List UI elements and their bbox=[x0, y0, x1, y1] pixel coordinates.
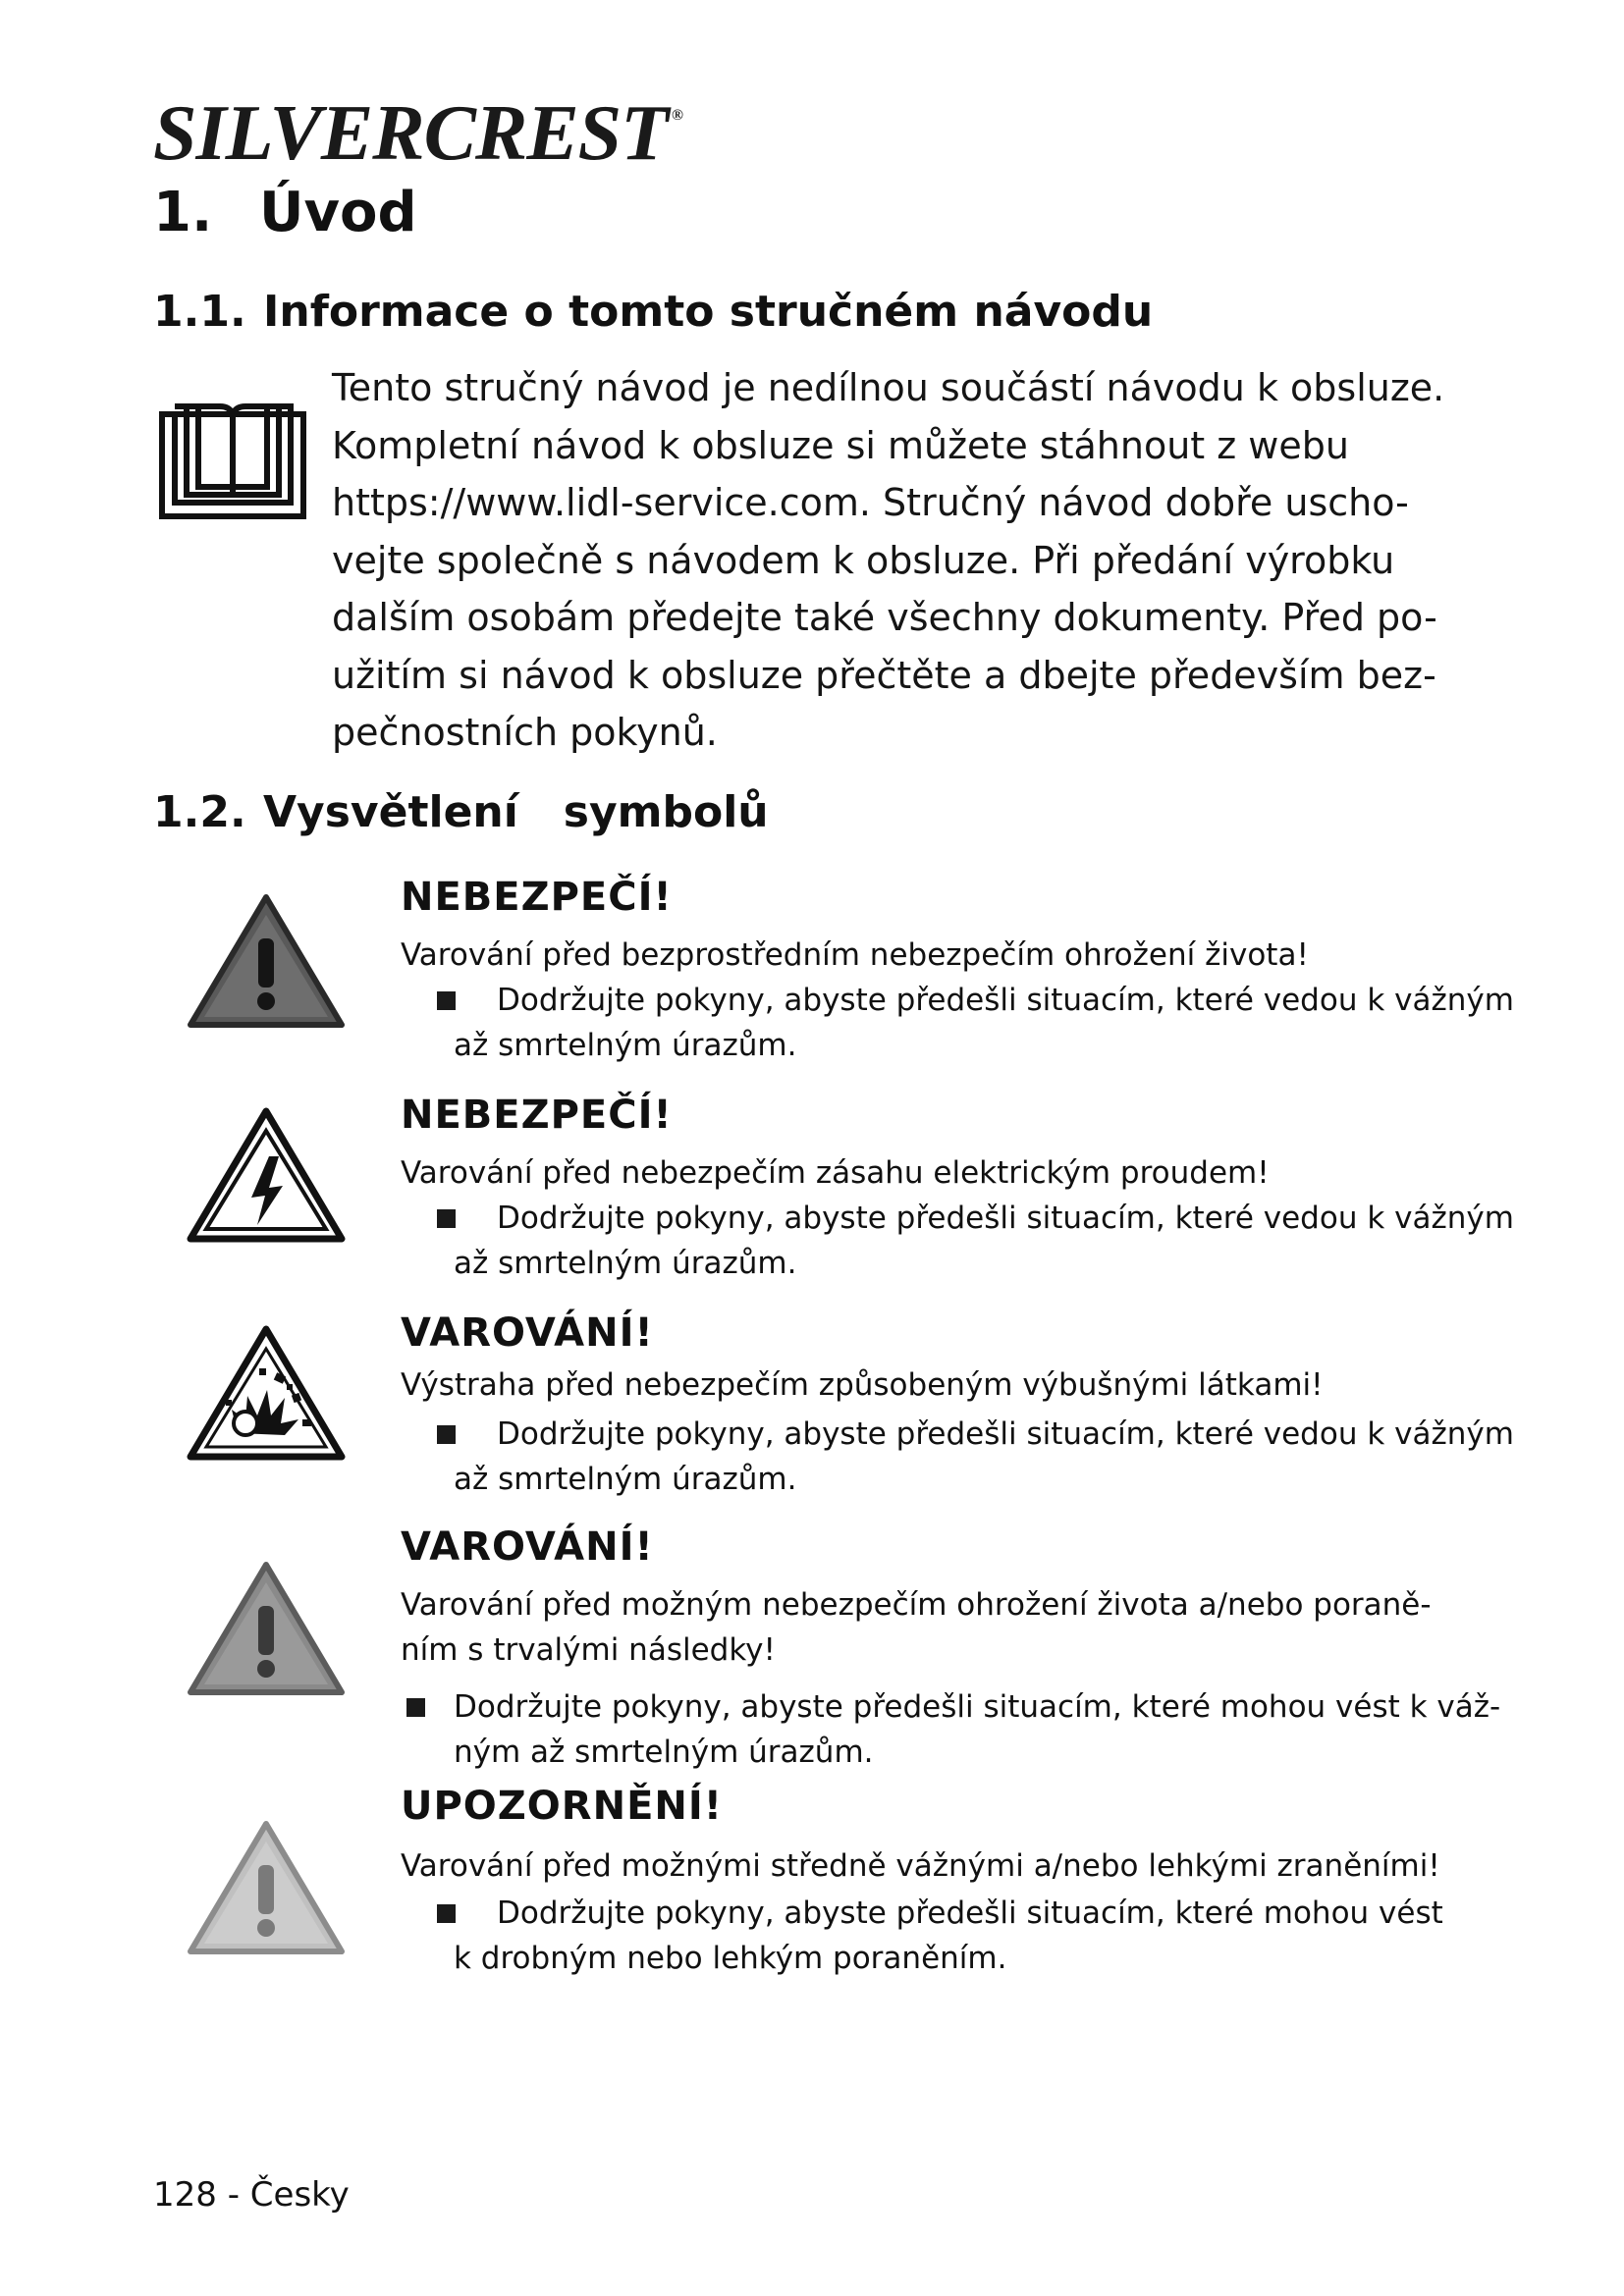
intro-line: https://www.lidl-service.com. Stručný návod dobře uscho- bbox=[332, 481, 1409, 524]
bullet-line: Dodržujte pokyny, abyste předešli situacím, které vedou k vážným bbox=[497, 983, 1514, 1018]
subsection-number: 1.1. bbox=[153, 287, 246, 337]
warning-bullet bbox=[0, 1412, 1624, 1510]
bullet-line: Dodržujte pokyny, abyste předešli situacím, které mohou vést k váž- bbox=[454, 1689, 1501, 1725]
warning-description: Výstraha před nebezpečím způsobeným výbušnými látkami! bbox=[401, 1367, 1324, 1403]
description-line: Varování před možným nebezpečím ohrožení života a/nebo poraně- bbox=[401, 1587, 1432, 1623]
section-heading-intro bbox=[153, 183, 417, 243]
subsection-heading-about-guide bbox=[153, 289, 1153, 336]
intro-line: užitím si návod k obsluze přečtěte a dbejte především bez- bbox=[332, 653, 1436, 697]
section-number: 1. bbox=[153, 181, 213, 244]
bullet-line: až smrtelným úrazům. bbox=[454, 1028, 797, 1063]
warning-bullet bbox=[0, 978, 1624, 1076]
bullet-square-icon bbox=[437, 1209, 456, 1228]
warning-bullet bbox=[0, 1196, 1624, 1294]
warning-description: Varování před bezprostředním nebezpečím ohrožení života! bbox=[401, 937, 1309, 973]
manual-book-icon bbox=[159, 397, 306, 522]
subsection-title: Vysvětlení symbolů bbox=[263, 787, 769, 837]
intro-line: Kompletní návod k obsluze si můžete stáhnout z webu bbox=[332, 423, 1349, 467]
bullet-line: Dodržujte pokyny, abyste předešli situacím, které vedou k vážným bbox=[497, 1416, 1514, 1452]
warning-title: UPOZORNĚNÍ! bbox=[401, 1784, 724, 1829]
bullet-line: až smrtelným úrazům. bbox=[454, 1462, 797, 1497]
warning-triangle-icon bbox=[187, 1561, 346, 1698]
warning-bullet bbox=[0, 1684, 1624, 1783]
intro-line: vejte společně s návodem k obsluze. Při předání výrobku bbox=[332, 538, 1395, 582]
warning-description: Varování před možnými středně vážnými a/nebo lehkými zraněními! bbox=[401, 1848, 1440, 1884]
intro-paragraph bbox=[332, 359, 1461, 762]
bullet-square-icon bbox=[437, 991, 456, 1010]
intro-line: Tento stručný návod je nedílnou součástí návodu k obsluze. bbox=[332, 366, 1445, 409]
bullet-line: k drobným nebo lehkým poraněním. bbox=[454, 1941, 1007, 1976]
warning-title: VAROVÁNÍ! bbox=[401, 1310, 654, 1356]
subsection-heading-symbols bbox=[153, 789, 769, 836]
warning-title: NEBEZPEČÍ! bbox=[401, 1093, 673, 1138]
silvercrest-logo bbox=[153, 90, 682, 177]
bullet-square-icon bbox=[437, 1904, 456, 1923]
warning-description: Varování před nebezpečím zásahu elektrickým proudem! bbox=[401, 1155, 1270, 1191]
bullet-line: ným až smrtelným úrazům. bbox=[454, 1735, 874, 1770]
bullet-line: až smrtelným úrazům. bbox=[454, 1246, 797, 1281]
bullet-line: Dodržujte pokyny, abyste předešli situacím, které mohou vést bbox=[497, 1896, 1443, 1931]
subsection-number: 1.2. bbox=[153, 787, 246, 837]
intro-line: dalším osobám předejte také všechny dokumenty. Před po- bbox=[332, 596, 1437, 639]
subsection-title: Informace o tomto stručném návodu bbox=[263, 287, 1154, 337]
section-title: Úvod bbox=[259, 181, 417, 244]
bullet-square-icon bbox=[406, 1698, 425, 1717]
intro-line: pečnostních pokynů. bbox=[332, 711, 718, 754]
bullet-line: Dodržujte pokyny, abyste předešli situacím, které vedou k vážným bbox=[497, 1201, 1514, 1236]
page-number: 128 - Česky bbox=[153, 2175, 350, 2215]
description-line: ním s trvalými následky! bbox=[401, 1632, 776, 1668]
warning-title: VAROVÁNÍ! bbox=[401, 1524, 654, 1570]
bullet-square-icon bbox=[437, 1425, 456, 1444]
registered-mark: ® bbox=[672, 107, 682, 124]
logo-text: SILVERCREST bbox=[153, 90, 669, 177]
warning-title: NEBEZPEČÍ! bbox=[401, 875, 673, 920]
warning-bullet bbox=[0, 1891, 1624, 1989]
